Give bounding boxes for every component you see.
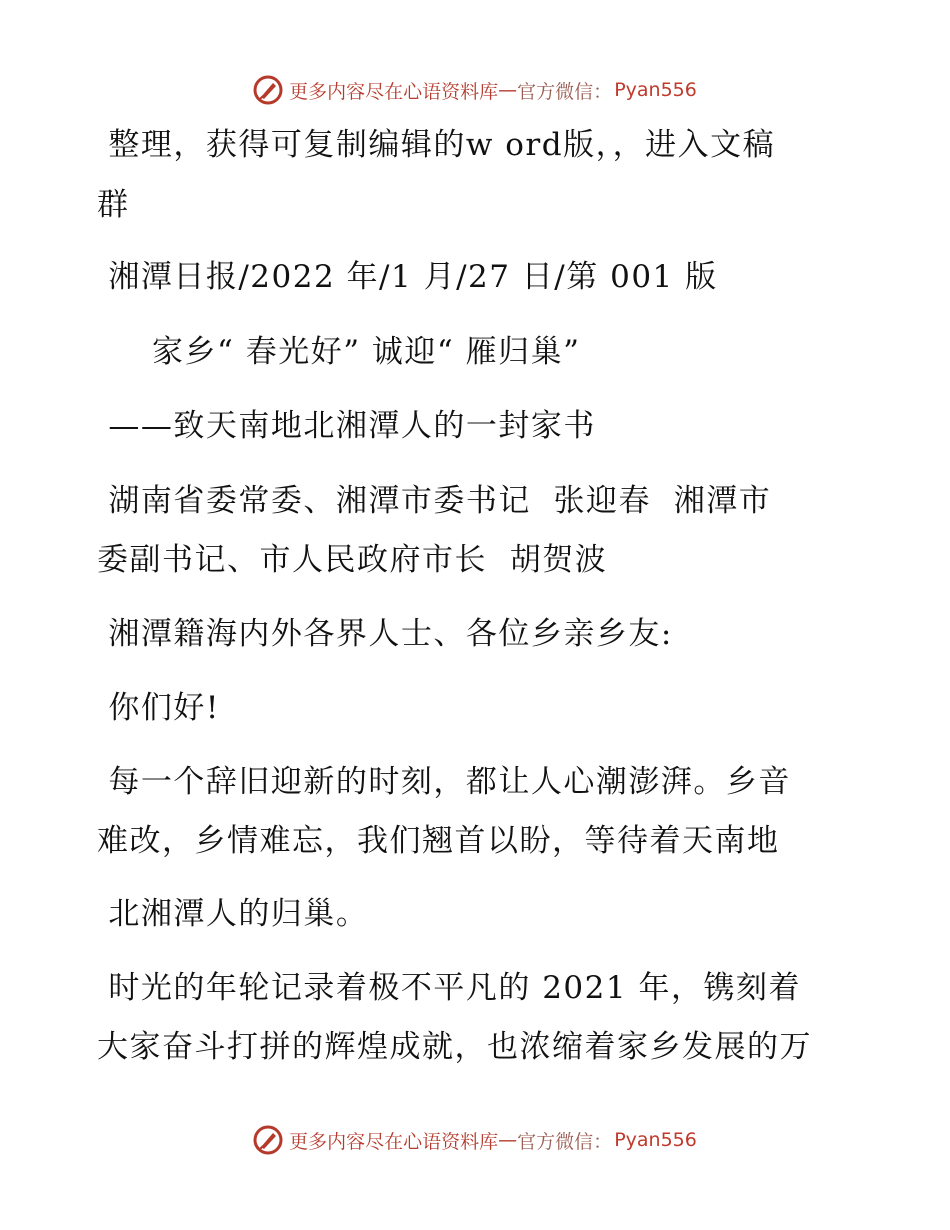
quill-logo-icon bbox=[253, 75, 283, 105]
text-line-13: 时光的年轮记录着极不平凡的 2021 年，镌刻着 bbox=[97, 970, 801, 1006]
banner-text: 更多内容尽在心语资料库 bbox=[289, 80, 499, 103]
article-title: 家乡“ 春光好” 诚迎“ 雁归巢” bbox=[152, 334, 581, 370]
wechat-label: 官方微信： bbox=[517, 80, 613, 103]
text-line-1: 整理，获得可复制编辑的w ord版，，进入文稿 bbox=[97, 127, 776, 163]
text-line-7: 委副书记、市人民政府市长 胡贺波 bbox=[97, 542, 608, 578]
text-line-9: 你们好! bbox=[97, 690, 220, 726]
banner-separator: — bbox=[498, 79, 518, 101]
text-line-8: 湘潭籍海内外各界人士、各位乡亲乡友: bbox=[97, 616, 673, 652]
header-banner bbox=[0, 70, 950, 110]
wechat-id: Pyan556 bbox=[614, 1129, 697, 1151]
quill-logo-icon bbox=[253, 1125, 283, 1155]
banner-separator: — bbox=[498, 1129, 518, 1151]
wechat-label: 官方微信： bbox=[517, 1130, 613, 1153]
text-line-11: 难改，乡情难忘，我们翘首以盼，等待着天南地 bbox=[97, 823, 780, 859]
text-line-10: 每一个辞旧迎新的时刻，都让人心潮澎湃。乡音 bbox=[97, 764, 791, 800]
text-line-2: 群 bbox=[97, 187, 130, 223]
banner-text: 更多内容尽在心语资料库 bbox=[289, 1130, 499, 1153]
text-line-6: 湖南省委常委、湘潭市委书记 张迎春 湘潭市 bbox=[97, 483, 772, 519]
wechat-id: Pyan556 bbox=[614, 79, 697, 101]
article-subtitle: ——致天南地北湘潭人的一封家书 bbox=[97, 408, 596, 444]
text-line-14: 大家奋斗打拼的辉煌成就，也浓缩着家乡发展的万 bbox=[97, 1029, 812, 1065]
text-line-3: 湘潭日报/2022 年/1 月/27 日/第 001 版 bbox=[97, 259, 718, 295]
footer-banner bbox=[0, 1120, 950, 1160]
text-line-12: 北湘潭人的归巢。 bbox=[97, 896, 369, 932]
